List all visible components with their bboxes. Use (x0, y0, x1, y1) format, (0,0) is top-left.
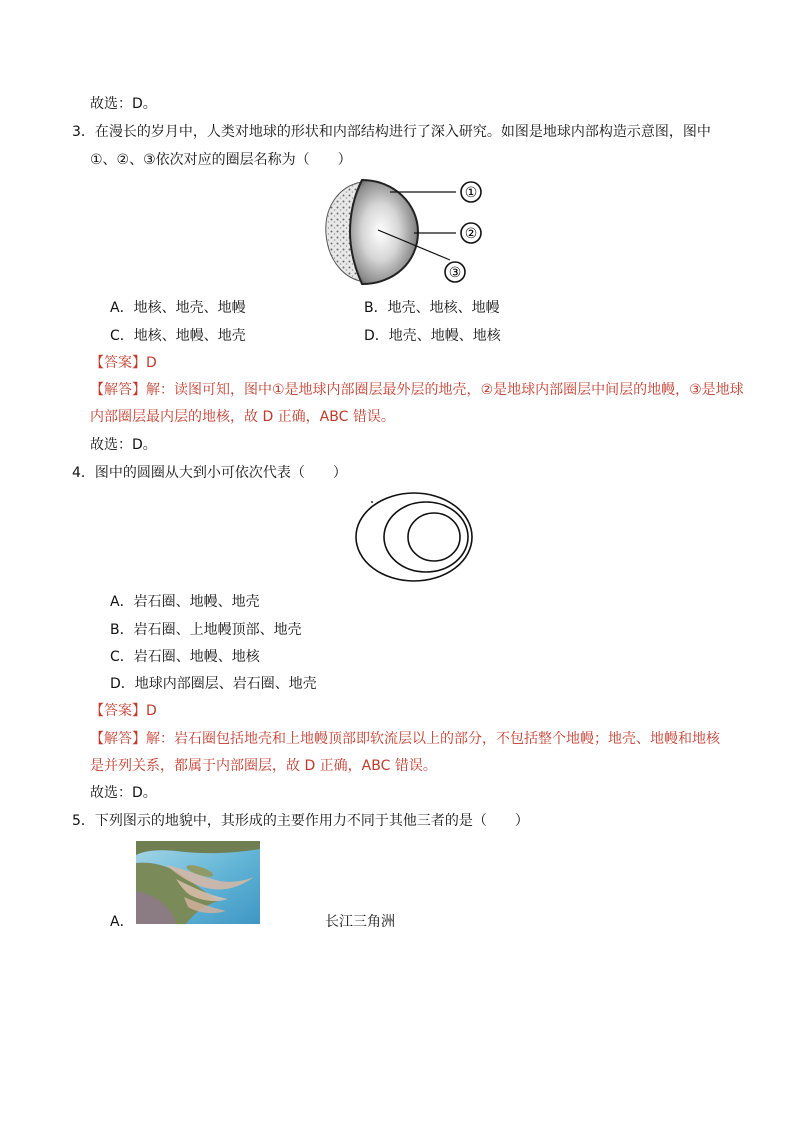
q4-answer (90, 701, 157, 721)
nested-circles-figure (352, 490, 476, 584)
q4-stem: 4．图中的圆圈从大到小可依次代表（ ） (72, 465, 347, 481)
answer-value: D (146, 703, 157, 719)
label-layer-1: ① (464, 185, 478, 201)
analysis-text-a: 解：读图可知，图中①是地球内部圈层最外层的地壳， (146, 382, 481, 398)
yangtze-delta-satellite-image (136, 841, 260, 924)
analysis-tag: 【解答】 (90, 382, 146, 398)
analysis-text: 解：岩石圈包括地壳和上地幔顶部即软流层以上的部分，不包括整个地幔；地壳、地幔和地核 (146, 731, 720, 747)
q3-option-a: A．地核、地壳、地幔 (110, 300, 246, 316)
label-layer-2: ② (464, 226, 478, 242)
q5-option-a-caption: 长江三角洲 (325, 914, 395, 930)
q3-option-c: C．地核、地幔、地壳 (110, 328, 246, 344)
q4-option-a: A．岩石圈、地幔、地壳 (110, 594, 260, 610)
earth-structure-figure (318, 176, 494, 288)
q3-conclusion: 故选：D。 (90, 437, 157, 453)
analysis-tag: 【解答】 (90, 731, 146, 747)
q3-option-b: B．地壳、地核、地幔 (364, 300, 500, 316)
label-layer-3: ③ (448, 265, 462, 281)
answer-value: D (146, 355, 157, 371)
q4-option-c: C．岩石圈、地幔、地核 (110, 649, 260, 665)
q5-option-a-letter: A． (110, 914, 134, 930)
q3-stem-line2: ①、②、③依次对应的圈层名称为（ ） (90, 152, 352, 168)
q4-option-d: D．地球内部圈层、岩石圈、地壳 (110, 676, 317, 692)
q3-analysis-line2: 内部圈层最内层的地核，故 D 正确，ABC 错误。 (90, 409, 395, 425)
q3-answer (90, 353, 157, 373)
q4-conclusion: 故选：D。 (90, 785, 157, 801)
q5-stem: 5．下列图示的地貌中，其形成的主要作用力不同于其他三者的是（ ） (72, 813, 529, 829)
q2-conclusion: 故选：D。 (90, 96, 157, 112)
answer-tag: 【答案】 (90, 703, 146, 719)
q4-option-b: B．岩石圈、上地幔顶部、地壳 (110, 622, 302, 638)
analysis-text-b: ②是地球内部圈层中间层的地幔，③是地球 (480, 382, 744, 398)
q3-option-d: D．地壳、地幔、地核 (364, 328, 501, 344)
q4-analysis-line1 (90, 729, 720, 749)
answer-tag: 【答案】 (90, 355, 146, 371)
q3-analysis-line1 (90, 380, 744, 400)
q3-stem-line1: 3．在漫长的岁月中，人类对地球的形状和内部结构进行了深入研究。如图是地球内部构造示意图，图中 (72, 124, 711, 140)
q4-analysis-line2: 是并列关系，都属于内部圈层，故 D 正确，ABC 错误。 (90, 758, 437, 774)
